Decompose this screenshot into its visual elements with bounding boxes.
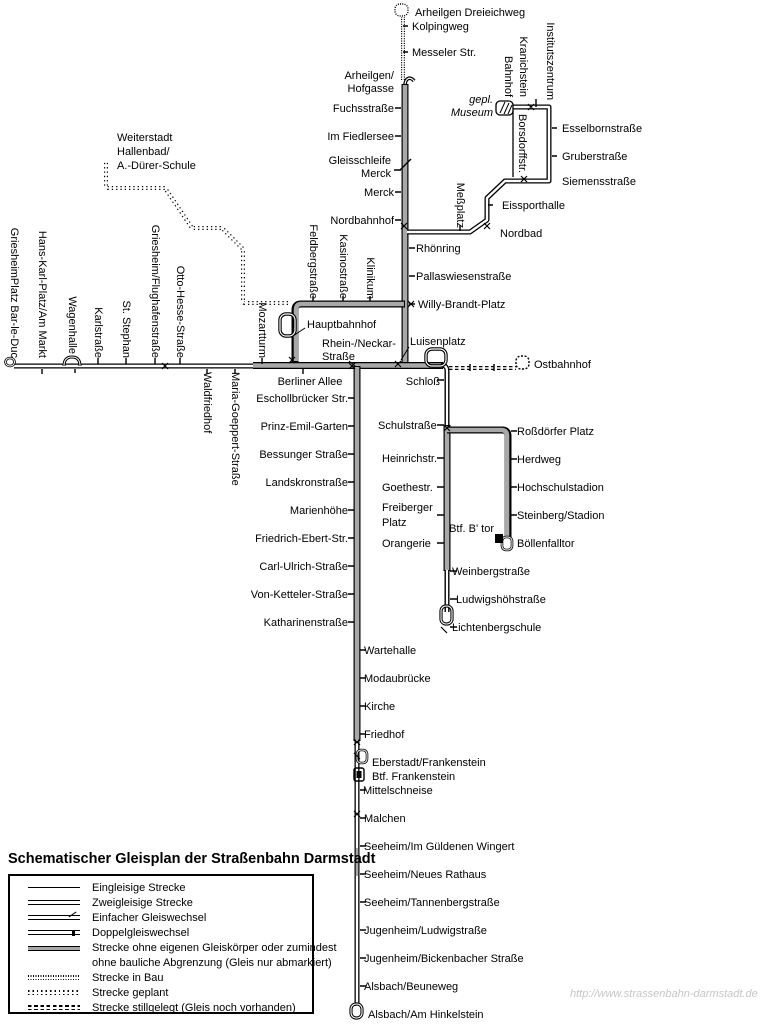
station-label: Hans-Karl-Platz/Am Markt <box>36 230 48 358</box>
station-label: Roßdörfer Platz <box>517 426 595 438</box>
station-label: Nordbad <box>500 228 543 240</box>
station-label: Schloß <box>405 376 440 388</box>
station-label: Fuchsstraße <box>332 103 394 115</box>
station-label: Museum <box>450 107 493 119</box>
track-griesheim-line <box>6 357 444 373</box>
station-label: Hochschulstadion <box>517 482 604 494</box>
legend-row-ohne-gleiskoerper-2 <box>10 955 332 970</box>
track-weiterstadt-planned <box>106 161 288 303</box>
station-label: gepl. <box>469 94 493 106</box>
station-label: St. Stephan <box>120 300 132 358</box>
station-label: Borsdorffstr. <box>516 114 528 174</box>
station-label: Steinberg/Stadion <box>517 510 605 522</box>
station-label: Seeheim/Neues Rathaus <box>364 869 487 881</box>
station-label: Willy-Brandt-Platz <box>418 299 506 311</box>
station-label: Kranichstein <box>517 36 529 97</box>
station-label: Katharinenstraße <box>263 617 348 629</box>
station-label: Rhein-/Neckar- <box>322 338 396 350</box>
station-label: Alsbach/Beuneweg <box>364 981 459 993</box>
station-label: Jugenheim/Ludwigstraße <box>364 925 487 937</box>
station-label: Ostbahnhof <box>534 359 591 371</box>
station-label: Otto-Hesse-Straße <box>174 265 186 358</box>
station-label: Griesheim/Flughafenstraße <box>149 224 161 358</box>
single-crossover-icon <box>24 912 84 924</box>
station-label: Merck <box>364 187 394 199</box>
station-label: Eberstadt/Frankenstein <box>372 757 486 769</box>
legend-row-zweigleisig <box>10 895 312 910</box>
station-label: Friedhof <box>364 729 405 741</box>
station-label: Herdweg <box>517 454 562 466</box>
station-label: Bahnhof <box>502 56 514 97</box>
station-label: Ludwigshöhstraße <box>456 594 546 606</box>
single-track-icon <box>24 882 84 894</box>
track-arheilgen-under-construction <box>395 4 408 80</box>
station-label: Marienhöhe <box>289 505 348 517</box>
station-label: Feldbergstraße <box>307 224 319 299</box>
station-label: Im Fiedlersee <box>327 131 394 143</box>
legend-item-label: Doppelgleiswechsel <box>92 926 190 939</box>
station-label: Eissporthalle <box>502 200 565 212</box>
station-label: Von-Ketteler-Straße <box>250 589 348 601</box>
station-label: Karlstraße <box>92 307 104 358</box>
station-label: Modaubrücke <box>364 673 431 685</box>
station-label: Btf. B' tor <box>449 523 494 535</box>
station-label: GriesheimPlatz Bar-le-Duc <box>8 227 20 358</box>
station-label: Weiterstadt <box>117 132 173 144</box>
legend-row-einfacher-gleiswechsel <box>10 910 312 925</box>
station-label: Eschollbrücker Str. <box>256 393 348 405</box>
legend-item-label: Strecke geplant <box>92 986 169 999</box>
station-label: Orangerie <box>382 538 431 550</box>
legend-item-label: Eingleisige Strecke <box>92 881 186 894</box>
station-label: Rhönring <box>416 243 461 255</box>
station-label: Carl-Ulrich-Straße <box>259 561 348 573</box>
station-label: Kirche <box>364 701 396 713</box>
station-label: Kolpingweg <box>412 21 469 33</box>
planned-track-icon <box>24 987 84 999</box>
legend-item-label: ohne bauliche Abgrenzung (Gleis nur abmarkiert) <box>92 956 332 969</box>
station-label: A.-Dürer-Schule <box>117 160 196 172</box>
station-label: Luisenplatz <box>410 336 466 348</box>
station-label: Seeheim/Tannenbergstraße <box>364 897 500 909</box>
disused-track-icon <box>24 1002 84 1014</box>
station-label: Böllenfalltor <box>517 538 575 550</box>
station-label: Klinikum <box>364 257 376 299</box>
legend-row-doppelgleiswechsel <box>10 925 312 940</box>
station-label: Bessunger Straße <box>259 449 348 461</box>
station-label: Gleisschleife <box>328 155 391 167</box>
station-label: Hofgasse <box>347 83 394 95</box>
legend-row-ohne-gleiskoerper <box>10 940 337 955</box>
legend-row-stillgelegt <box>10 1000 312 1015</box>
station-label: Messeler Str. <box>412 47 477 59</box>
station-label: Straße <box>322 351 356 363</box>
crossover-marks <box>162 104 534 817</box>
station-label: Hallenbad/ <box>117 146 170 158</box>
station-label: Jugenheim/Bickenbacher Straße <box>364 953 524 965</box>
legend-item-label: Strecke ohne eigenen Gleiskörper oder zumindest <box>92 941 337 954</box>
double-crossover-icon <box>24 927 84 939</box>
under-construction-track-icon <box>24 972 84 984</box>
station-label: Alsbach/Am Hinkelstein <box>368 1009 484 1021</box>
legend-row-in-bau <box>10 970 312 985</box>
legend-row-geplant <box>10 985 312 1000</box>
station-label: Wartehalle <box>364 645 417 657</box>
diagram-title: Schematischer Gleisplan der Straßenbahn Darmstadt <box>8 851 376 867</box>
legend <box>8 874 337 1014</box>
station-label: Schulstraße <box>378 420 437 432</box>
station-label: Seeheim/Im Güldenen Wingert <box>364 841 515 853</box>
website-watermark: http://www.strassenbahn-darmstadt.de <box>570 988 758 1000</box>
station-label: Platz <box>382 517 407 529</box>
station-label: Lichtenbergschule <box>452 622 542 634</box>
station-label: Goethestr. <box>382 482 433 494</box>
station-label: Btf. Frankenstein <box>372 771 456 783</box>
track-main-north <box>400 78 414 365</box>
station-label: Institutszentrum <box>544 22 556 100</box>
station-label: Meßplatz <box>454 182 466 228</box>
station-label: Siemensstraße <box>562 176 636 188</box>
track-ostbahnhof-disused <box>449 356 529 371</box>
station-label: Merck <box>361 168 391 180</box>
station-label: Freiberger <box>382 502 433 514</box>
station-label: Esselbornstraße <box>562 123 643 135</box>
station-label: Arheilgen Dreieichweg <box>415 7 526 19</box>
station-label: Berliner Allee <box>277 376 343 388</box>
planned-museum-stub <box>496 101 513 115</box>
spacer <box>24 957 84 969</box>
station-label: Prinz-Emil-Garten <box>260 421 348 433</box>
station-label: Arheilgen/ <box>344 70 394 82</box>
station-label: Gruberstraße <box>562 151 628 163</box>
station-label: Weinbergstraße <box>452 566 531 578</box>
station-label: Nordbahnhof <box>330 215 394 227</box>
station-label: Wagenhalle <box>66 296 78 354</box>
station-label: Mittelschneise <box>363 785 433 797</box>
street-running-track-icon <box>24 942 84 954</box>
station-label: Malchen <box>364 813 406 825</box>
station-label: Pallaswiesenstraße <box>416 271 512 283</box>
legend-item-label: Strecke in Bau <box>92 971 164 984</box>
station-label: Maria-Goeppert-Straße <box>229 372 241 486</box>
legend-item-label: Zweigleisige Strecke <box>92 896 193 909</box>
legend-item-label: Einfacher Gleiswechsel <box>92 911 207 924</box>
station-label: Heinrichstr. <box>382 453 438 465</box>
double-track-icon <box>24 897 84 909</box>
station-label: Landskronstraße <box>265 477 348 489</box>
legend-row-eingleisig <box>10 880 312 895</box>
track-south-main <box>351 366 367 1018</box>
station-label: Hauptbahnhof <box>307 319 377 331</box>
station-label: Mozartturm <box>256 302 268 358</box>
station-label: Friedrich-Ebert-Str. <box>255 533 348 545</box>
station-label: Waldfriedhof <box>201 372 213 434</box>
station-label: Kasinostraße <box>337 234 349 299</box>
legend-item-label: Strecke stillgelegt (Gleis noch vorhanden) <box>92 1001 296 1014</box>
